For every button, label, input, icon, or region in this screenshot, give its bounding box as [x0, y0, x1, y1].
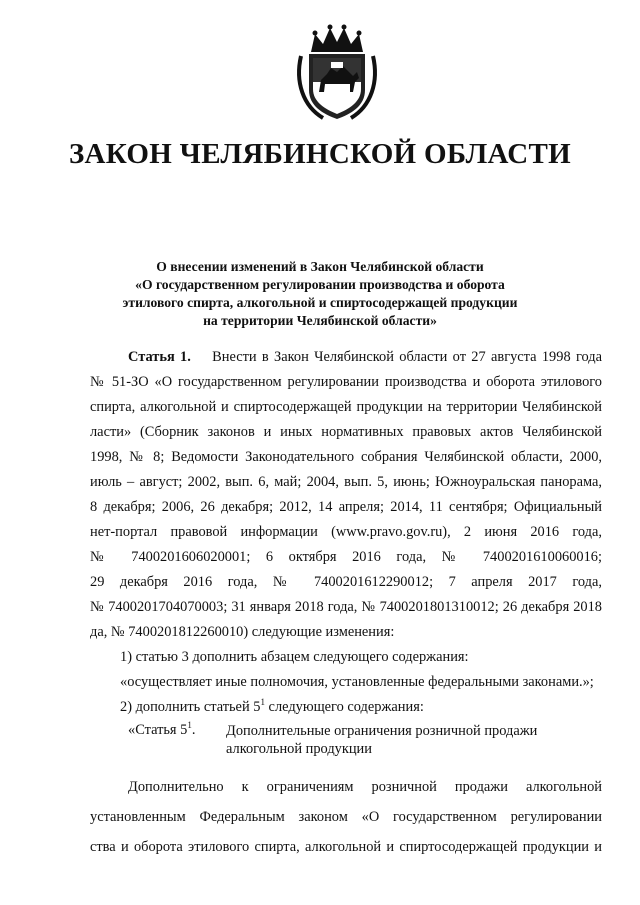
paragraph-line: 8 декабря; 2006, 26 декабря; 2012, 14 апреля; 2014, 11 сентября; Официальный [90, 499, 602, 515]
superscript: 1 [187, 720, 192, 730]
paragraph-line: ства и оборота этилового спирта, алкогольной и спиртосодержащей продукции и [90, 839, 602, 855]
paragraph-line: установленным Федеральным законом «О государственном регулировании [90, 809, 602, 825]
amendment-item-1-quote: «осуществляет иные полномочия, установленные федеральными законами.»; [120, 674, 594, 690]
paragraph-line: спирта, алкогольной и спиртосодержащей продукции на территории Челябинской [90, 399, 602, 415]
article-label: Статья 1. [128, 349, 191, 365]
paragraph-line: № 7400201606020001; 6 октября 2016 года, № 7400201610060016; [90, 549, 602, 565]
subject-line: на территории Челябинской области» [203, 313, 437, 328]
amendment-item-2 [90, 695, 602, 720]
new-article-label [128, 722, 195, 739]
subject-line: О внесении изменений в Закон Челябинской области [156, 259, 484, 274]
new-article-heading [90, 720, 602, 762]
paragraph-line: 29 декабря 2016 года, № 7400201612290012; 7 апреля 2017 года, [90, 574, 602, 590]
paragraph-line: № 7400201704070003; 31 января 2018 года, № 7400201801310012; 26 декабря 2018 [90, 599, 602, 615]
amendment-item-2-text: 2) дополнить статьей 5 [120, 699, 261, 715]
subject-line: «О государственном регулировании производства и оборота [135, 277, 505, 292]
law-subject [100, 258, 540, 330]
article-1 [90, 345, 602, 862]
amendment-item-1: 1) статью 3 дополнить абзацем следующего содержания: [120, 649, 469, 665]
coat-of-arms-icon [293, 22, 381, 122]
new-article-label-text: «Статья 5 [128, 722, 188, 738]
paragraph-line: нет-портал правовой информации (www.pravo.gov.ru), 2 июня 2016 года, [90, 524, 602, 540]
paragraph-line: 1998, № 8; Ведомости Законодательного собрания Челябинской области, 2000, [90, 449, 602, 465]
subject-line: этилового спирта, алкогольной и спиртосодержащей продукции [122, 295, 518, 310]
paragraph-line: ласти» (Сборник законов и иных нормативных правовых актов Челябинской [90, 424, 602, 440]
paragraph-line: Дополнительно к ограничениям розничной продажи алкогольной [128, 779, 602, 795]
new-article-title: Дополнительные ограничения розничной продажи алкогольной продукции [226, 723, 538, 757]
paragraph-line: да, № 7400201812260010) следующие изменения: [90, 624, 395, 640]
article-1-first-line [90, 345, 602, 370]
amendment-item-2-text-end: следующего содержания: [264, 699, 424, 715]
law-title: ЗАКОН ЧЕЛЯБИНСКОЙ ОБЛАСТИ [68, 138, 572, 170]
paragraph-line: № 51-ЗО «О государственном регулировании производства и оборота этилового [90, 374, 602, 390]
superscript: 1 [260, 697, 265, 707]
paragraph-line: Внести в Закон Челябинской области от 27 августа 1998 года [212, 349, 602, 365]
paragraph-line: июль – август; 2002, вып. 6, май; 2004, вып. 5, июнь; Южноуральская панорама, [90, 474, 602, 490]
new-article-label-dot: . [191, 722, 196, 738]
